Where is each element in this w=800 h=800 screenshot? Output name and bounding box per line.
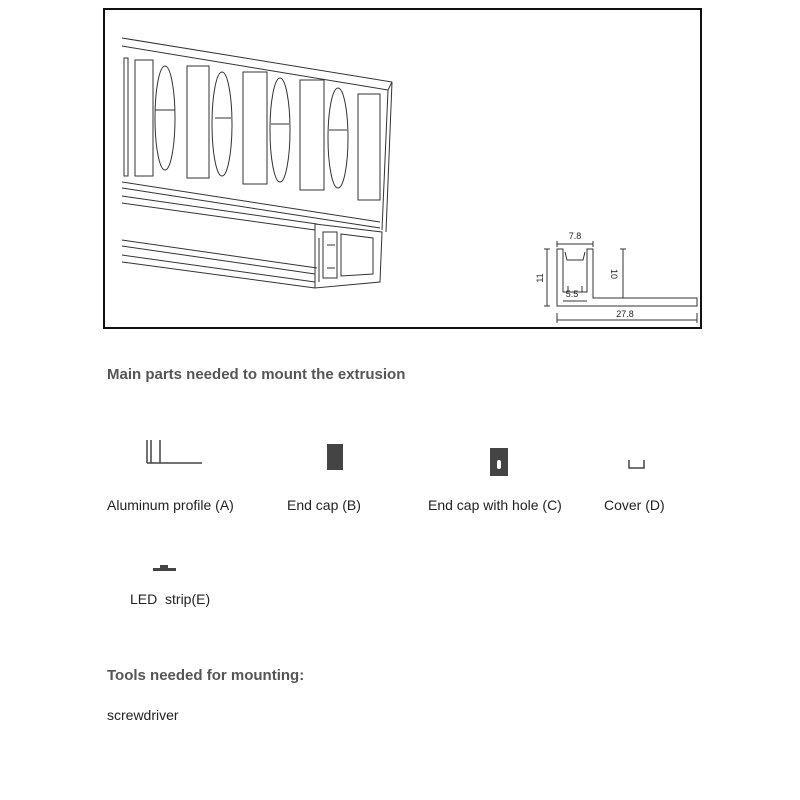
part-label-end-cap-with-hole: End cap with hole (C): [428, 497, 562, 513]
dim-inner-height: 11: [535, 273, 545, 283]
part-label-cover: Cover (D): [604, 497, 665, 513]
slot-pattern: [124, 58, 380, 200]
main-parts-heading: Main parts needed to mount the extrusion: [107, 366, 406, 383]
dim-height: 10: [609, 268, 619, 280]
end-cap-icon: [327, 444, 343, 470]
dim-top-width: 7.8: [568, 231, 582, 241]
tool-item: screwdriver: [107, 707, 179, 723]
dim-total-width: 27.8: [616, 309, 634, 319]
part-label-led-strip: LED strip(E): [130, 591, 211, 607]
extrusion-drawing: [105, 10, 700, 327]
technical-drawing: [103, 8, 702, 329]
tools-heading: Tools needed for mounting:: [107, 667, 305, 684]
cover-icon: [627, 458, 647, 470]
dim-inner-width: 5.5: [565, 289, 579, 299]
part-label-end-cap: End cap (B): [287, 497, 361, 513]
led-strip-icon: [152, 564, 178, 572]
extrusion-perspective: [122, 38, 392, 288]
part-label-aluminum-profile: Aluminum profile (A): [107, 497, 234, 513]
end-cap-with-hole-icon: [490, 448, 508, 476]
aluminum-profile-icon: [140, 438, 206, 466]
